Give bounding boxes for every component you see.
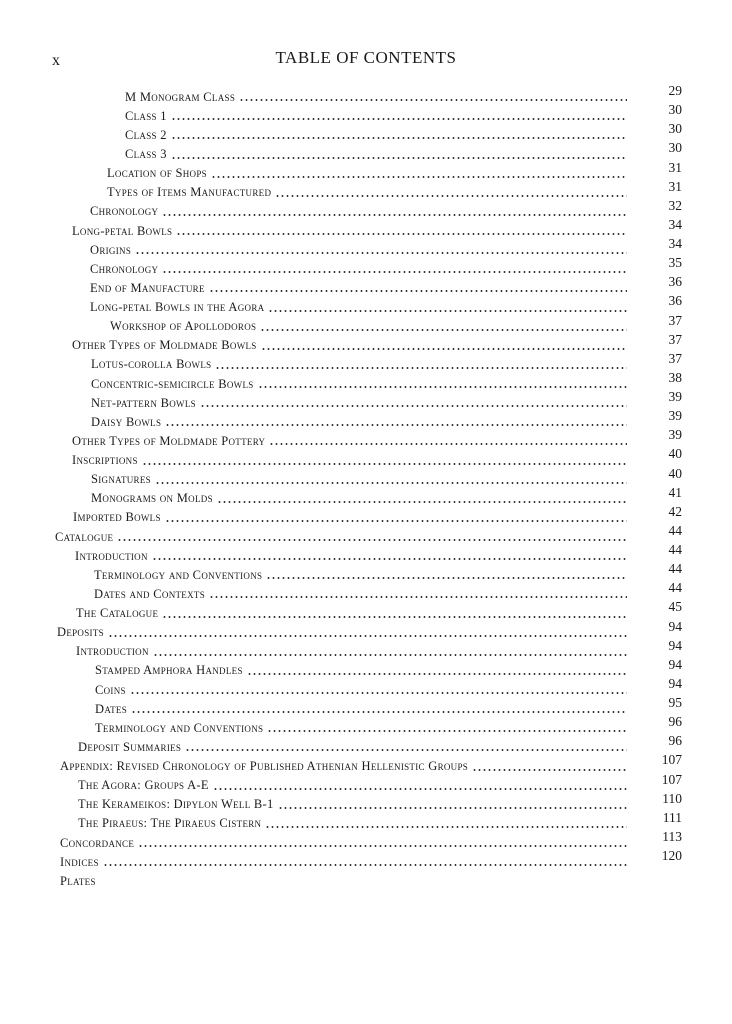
toc-entry-label: The Piraeus: The Piraeus Cistern [78,816,262,831]
toc-entry [0,180,732,199]
toc-entry-page: 42 [668,503,682,519]
toc-entry [0,505,732,524]
toc-entry [0,275,732,294]
toc-entry-label: Daisy Bowls [91,414,162,429]
dot-leader [135,243,627,255]
toc-entry-page: 44 [668,542,682,557]
toc-entry-label: Signatures [91,472,151,487]
toc-entry [0,256,732,275]
dot-leader [142,454,627,466]
toc-entry-page: 94 [668,637,682,653]
dot-leader [260,320,627,332]
toc-entry-label: Introduction [76,644,149,659]
dot-leader [278,798,627,810]
dot-leader [239,90,627,102]
toc-entry-page: 120 [661,848,682,863]
toc-entry [0,486,732,505]
toc-entry-page: 41 [668,484,682,500]
toc-entry-label: Inscriptions [72,453,138,467]
toc-entry-label: The Catalogue [76,606,159,620]
toc-entry-label: Origins [90,242,132,257]
toc-entry-label: Class 1 [125,108,167,123]
toc-entry [0,849,732,868]
toc-entry-label: Dates and Contexts [94,586,206,601]
page-title: TABLE OF CONTENTS [275,48,457,67]
dot-leader [209,587,627,599]
toc-entry-label: Other Types of Moldmade Bowls [72,338,257,353]
toc-entry-label: The Kerameikos: Dipylon Well B-1 [78,797,274,812]
dot-leader [268,301,627,313]
toc-entry [0,830,732,849]
toc-entry-label: Catalogue [55,529,114,544]
dot-leader [247,664,627,676]
toc-entry-label: Concentric-semicircle Bowls [91,376,254,391]
toc-entry [0,773,732,792]
toc-entry-page: 40 [668,446,682,462]
dot-leader [103,855,627,867]
toc-entry-label: Introduction [75,548,148,563]
toc-entry-label: Long-petal Bowls [72,223,173,238]
dot-leader [171,148,627,160]
toc-entry-page: 31 [668,159,682,175]
toc-entry [0,753,732,772]
toc-entry-page: 40 [668,465,682,481]
toc-entry [0,792,732,811]
toc-entry-label: Lotus-corolla Bowls [91,357,212,372]
toc-entry-label: Workshop of Apollodoros [110,319,257,334]
toc-entry [0,218,732,237]
toc-entry-label: Coins [95,682,126,697]
toc-entry [0,447,732,466]
dot-leader [209,281,627,293]
dot-leader [153,645,627,657]
toc-entry-label: End of Manufacture [90,280,205,295]
toc-entry-page: 36 [668,293,682,309]
toc-entry-page: 44 [668,522,682,538]
toc-entry [0,294,732,313]
toc-entry [0,658,732,677]
toc-entry-page: 29 [668,83,682,98]
toc-entry [0,600,732,619]
toc-entry-page: 111 [662,809,682,825]
toc-entry-page: 37 [668,350,682,366]
toc-entry [0,467,732,486]
toc-entry-page: 44 [668,561,682,577]
toc-entry-page: 113 [662,828,682,844]
toc-entry-page: 94 [668,656,682,672]
toc-entry [0,161,732,180]
toc-entry-page: 34 [668,216,682,232]
toc-entry-label: Plates [60,873,96,888]
toc-entry-page: 30 [668,121,682,137]
dot-leader [155,473,627,485]
toc-entry [0,562,732,581]
dot-leader [261,339,627,351]
toc-entry [0,84,732,103]
toc-entry-page: 96 [668,733,682,749]
toc-entry-page: 39 [668,389,682,404]
toc-entry [0,237,732,256]
dot-leader [185,740,627,752]
toc-entry-page: 30 [668,140,682,156]
toc-entry [0,333,732,352]
dot-leader [108,626,627,638]
toc-entry-label: Dates [95,701,128,716]
toc-entry-label: The Agora: Groups A-E [78,778,209,793]
dot-leader [200,396,627,408]
toc-entry [0,141,732,160]
toc-entry-page: 36 [668,274,682,290]
toc-entry-label: Chronology [90,204,159,219]
toc-entry [0,543,732,562]
dot-leader [266,568,627,580]
toc-entry [0,524,732,543]
toc-entry [0,620,732,639]
toc-entry-page: 94 [668,618,682,634]
toc-entry-label: Class 3 [125,147,167,161]
toc-entry [0,122,732,141]
dot-leader [152,549,627,561]
toc-entry-page: 35 [668,255,682,271]
toc-entry-label: M Monogram Class [125,89,236,104]
dot-leader [162,205,627,217]
toc-entry [0,314,732,333]
dot-leader [176,224,627,236]
toc-entry [0,639,732,658]
dot-leader [130,683,627,695]
toc-entry-page: 38 [668,369,682,385]
toc-entry [0,199,732,218]
toc-entry [0,734,732,753]
toc-entry [0,715,732,734]
toc-entry-page: 39 [668,427,682,443]
toc-entry-page: 37 [668,312,682,328]
toc-entry [0,103,732,122]
toc-entry [0,696,732,715]
toc-entry-page: 34 [668,236,682,251]
toc-entry-page: 107 [661,752,682,768]
dot-leader [267,721,627,733]
dot-leader [217,492,627,504]
toc-entry-label: Deposits [57,625,104,640]
dot-leader [265,817,627,829]
toc-entry [0,390,732,409]
toc-entry [0,868,732,887]
dot-leader [131,702,627,714]
toc-entry-label: Stamped Amphora Handles [95,663,243,678]
dot-leader [215,358,627,370]
dot-leader [162,262,627,274]
toc-entry [0,371,732,390]
toc-entry-label: Appendix: Revised Chronology of Published Athenian Hellenistic Groups [60,759,469,773]
toc-entry-label: Terminology and Conventions [95,720,264,735]
dot-leader [472,760,627,772]
toc-entry-page: 44 [668,580,682,596]
toc-entry [0,409,732,428]
toc-entry-label: Location of Shops [107,166,207,181]
toc-entry-label: Chronology [90,261,159,276]
toc-entry-page: 96 [668,714,682,730]
page-folio: x [52,52,60,69]
toc-list [0,84,732,887]
toc-entry-page: 30 [668,102,682,118]
toc-entry-label: Types of Items Manufactured [107,185,272,200]
toc-entry [0,811,732,830]
toc-entry-label: Class 2 [125,127,167,142]
dot-leader [165,415,627,427]
toc-entry-page: 110 [662,790,682,806]
toc-entry [0,581,732,600]
toc-entry [0,428,732,447]
toc-entry [0,352,732,371]
dot-leader [213,779,627,791]
toc-entry-label: Other Types of Moldmade Pottery [72,433,266,448]
toc-entry-page: 31 [668,178,682,194]
dot-leader [165,511,627,523]
toc-entry-page: 37 [668,331,682,347]
toc-entry-label: Terminology and Conventions [94,567,263,582]
dot-leader [138,836,627,848]
toc-entry-label: Long-petal Bowls in the Agora [90,300,265,314]
toc-entry-label: Monograms on Molds [91,491,213,506]
dot-leader [117,530,627,542]
toc-entry-label: Indices [60,854,99,869]
toc-entry [0,677,732,696]
dot-leader [211,167,627,179]
dot-leader [171,128,627,140]
dot-leader [275,186,627,198]
toc-entry-page: 32 [668,197,682,213]
dot-leader [269,434,627,446]
toc-entry-page: 107 [661,771,682,787]
dot-leader [258,377,627,389]
toc-entry-label: Net-pattern Bowls [91,395,196,410]
toc-entry-page: 95 [668,695,682,710]
dot-leader [171,109,627,121]
dot-leader [162,607,627,619]
toc-entry-page: 39 [668,408,682,424]
toc-entry-label: Concordance [60,835,135,850]
toc-entry-label: Deposit Summaries [78,739,182,754]
toc-entry-page: 45 [668,599,682,615]
toc-entry-page: 94 [668,675,682,691]
toc-entry-label: Imported Bowls [73,510,161,525]
